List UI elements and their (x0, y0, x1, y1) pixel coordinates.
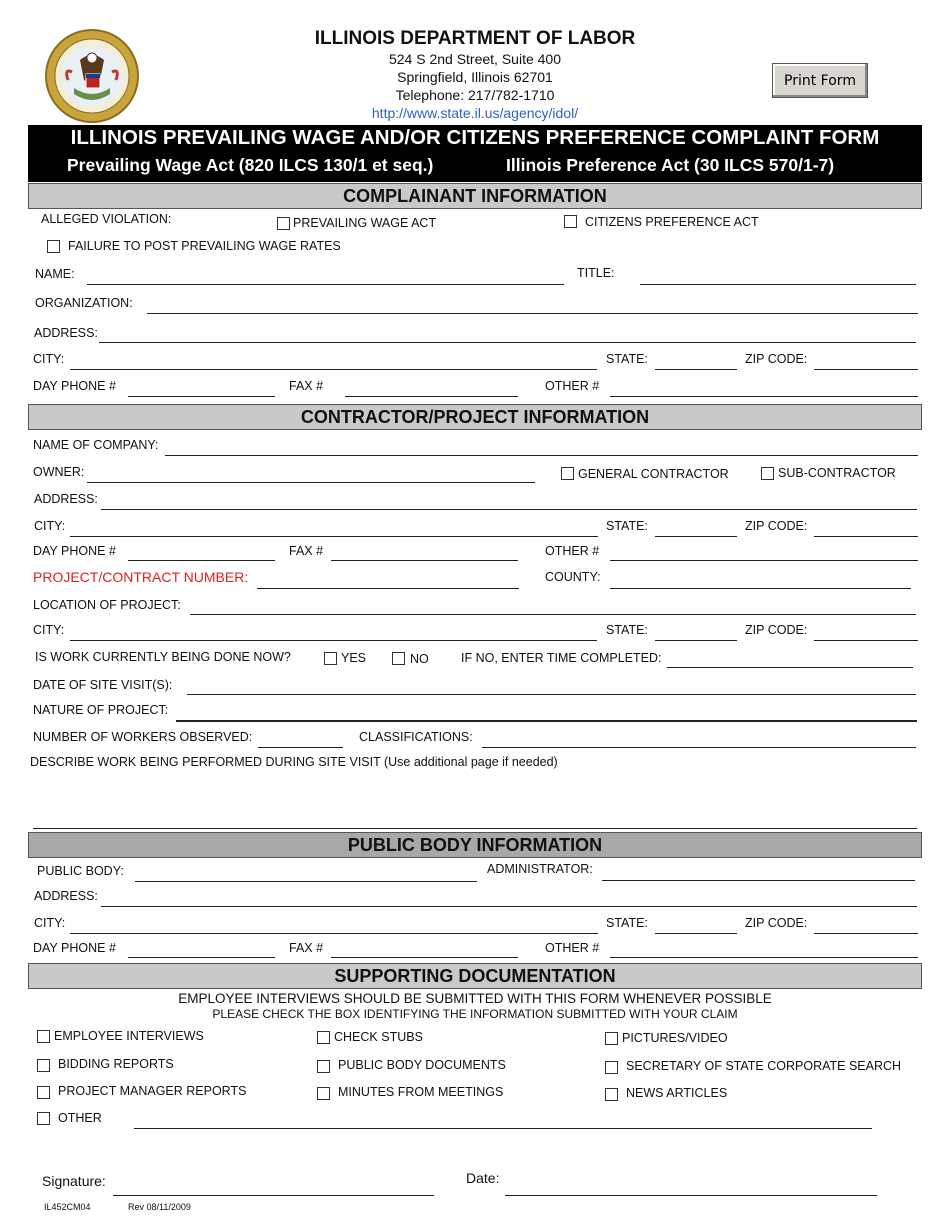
public-body-other-phone-field[interactable] (610, 957, 918, 958)
form-revision: Rev 08/11/2009 (128, 1202, 191, 1212)
administrator-label: ADMINISTRATOR: (487, 862, 593, 876)
check-stubs-label: CHECK STUBS (334, 1030, 423, 1044)
signature-field[interactable] (113, 1195, 434, 1196)
owner-field[interactable] (87, 482, 535, 483)
contractor-other-phone-field[interactable] (610, 560, 918, 561)
complainant-city-label: CITY: (33, 352, 65, 366)
classifications-field[interactable] (482, 747, 916, 748)
complainant-title-field[interactable] (640, 284, 916, 285)
classifications-label: CLASSIFICATIONS: (359, 730, 473, 744)
signature-label: Signature: (42, 1173, 106, 1189)
nature-of-project-field[interactable] (176, 720, 917, 722)
public-body-day-phone-field[interactable] (128, 957, 275, 958)
print-form-button[interactable]: Print Form (772, 63, 868, 98)
organization-label: ORGANIZATION: (35, 296, 133, 310)
organization-field[interactable] (147, 313, 918, 314)
project-manager-reports-checkbox[interactable] (37, 1086, 50, 1099)
workers-observed-label: NUMBER OF WORKERS OBSERVED: (33, 730, 253, 744)
work-now-no-label: NO (410, 652, 429, 666)
public-body-label: PUBLIC BODY: (37, 864, 124, 878)
public-body-documents-checkbox[interactable] (317, 1060, 330, 1073)
complainant-state-label: STATE: (606, 352, 648, 366)
public-body-section-header: PUBLIC BODY INFORMATION (28, 832, 922, 858)
project-zip-field[interactable] (814, 640, 918, 641)
nature-of-project-label: NATURE OF PROJECT: (33, 703, 169, 717)
citizens-preference-act-label: CITIZENS PREFERENCE ACT (585, 215, 759, 229)
public-body-fax-label: FAX # (289, 941, 324, 955)
date-field[interactable] (505, 1195, 877, 1196)
public-body-other-phone-label: OTHER # (545, 941, 600, 955)
complainant-name-label: NAME: (35, 267, 75, 281)
describe-work-label: DESCRIBE WORK BEING PERFORMED DURING SITE VISIT (Use additional page if needed) (30, 755, 558, 769)
public-body-state-field[interactable] (655, 933, 737, 934)
employee-interviews-note: EMPLOYEE INTERVIEWS SHOULD BE SUBMITTED WITH THIS FORM WHENEVER POSSIBLE (178, 991, 772, 1006)
employee-interviews-label: EMPLOYEE INTERVIEWS (54, 1029, 204, 1043)
supporting-documentation-section-header: SUPPORTING DOCUMENTATION (28, 963, 922, 989)
contractor-fax-label: FAX # (289, 544, 324, 558)
public-body-zip-label: ZIP CODE: (745, 916, 808, 930)
project-contract-number-label: PROJECT/CONTRACT NUMBER: (33, 569, 249, 585)
site-visit-date-field[interactable] (187, 694, 916, 695)
general-contractor-checkbox[interactable] (561, 467, 574, 480)
minutes-from-meetings-label: MINUTES FROM MEETINGS (338, 1085, 504, 1099)
work-now-no-checkbox[interactable] (392, 652, 405, 665)
company-name-field[interactable] (165, 455, 918, 456)
department-name: ILLINOIS DEPARTMENT OF LABOR (314, 28, 636, 49)
public-body-zip-field[interactable] (814, 933, 918, 934)
pictures-video-checkbox[interactable] (605, 1032, 618, 1045)
project-city-label: CITY: (33, 623, 65, 637)
public-body-state-label: STATE: (606, 916, 648, 930)
department-address-line2: Springfield, Illinois 62701 (397, 69, 553, 85)
preference-act-citation: Illinois Preference Act (30 ILCS 570/1-7) (506, 155, 835, 175)
failure-to-post-checkbox[interactable] (47, 240, 60, 253)
company-name-label: NAME OF COMPANY: (33, 438, 159, 452)
complainant-zip-field[interactable] (814, 369, 918, 370)
public-body-day-phone-label: DAY PHONE # (33, 941, 116, 955)
prevailing-wage-act-citation: Prevailing Wage Act (820 ILCS 130/1 et seq.) (67, 155, 434, 175)
complainant-day-phone-label: DAY PHONE # (33, 379, 116, 393)
sub-contractor-checkbox[interactable] (761, 467, 774, 480)
complainant-day-phone-field[interactable] (128, 396, 275, 397)
contractor-zip-label: ZIP CODE: (745, 519, 808, 533)
secretary-of-state-search-checkbox[interactable] (605, 1061, 618, 1074)
employee-interviews-checkbox[interactable] (37, 1030, 50, 1043)
project-location-field[interactable] (190, 614, 916, 615)
check-box-instruction: PLEASE CHECK THE BOX IDENTIFYING THE INFORMATION SUBMITTED WITH YOUR CLAIM (212, 1007, 738, 1021)
failure-to-post-label: FAILURE TO POST PREVAILING WAGE RATES (68, 239, 341, 253)
work-now-yes-checkbox[interactable] (324, 652, 337, 665)
department-phone: Telephone: 217/782-1710 (395, 87, 555, 103)
other-documentation-checkbox[interactable] (37, 1112, 50, 1125)
project-state-field[interactable] (655, 640, 737, 641)
complainant-address-label: ADDRESS: (34, 326, 98, 340)
work-now-yes-label: YES (341, 651, 367, 665)
contractor-section-header: CONTRACTOR/PROJECT INFORMATION (28, 404, 922, 430)
contractor-city-field[interactable] (70, 536, 598, 537)
bidding-reports-checkbox[interactable] (37, 1059, 50, 1072)
other-documentation-label: OTHER (58, 1111, 102, 1125)
complainant-address-field[interactable] (99, 342, 916, 343)
complainant-city-field[interactable] (70, 369, 597, 370)
complainant-fax-label: FAX # (289, 379, 324, 393)
time-completed-label: IF NO, ENTER TIME COMPLETED: (461, 651, 662, 665)
contractor-day-phone-label: DAY PHONE # (33, 544, 116, 558)
workers-observed-field[interactable] (258, 747, 343, 748)
news-articles-checkbox[interactable] (605, 1088, 618, 1101)
project-state-label: STATE: (606, 623, 648, 637)
department-address-line1: 524 S 2nd Street, Suite 400 (388, 51, 561, 67)
contractor-state-label: STATE: (606, 519, 648, 533)
work-currently-label: IS WORK CURRENTLY BEING DONE NOW? (35, 650, 291, 664)
pictures-video-label: PICTURES/VIDEO (622, 1031, 728, 1045)
prevailing-wage-act-checkbox[interactable] (277, 217, 290, 230)
contractor-zip-field[interactable] (814, 536, 918, 537)
state-seal (44, 28, 140, 124)
alleged-violation-label: ALLEGED VIOLATION: (41, 212, 172, 226)
time-completed-field[interactable] (667, 667, 913, 668)
date-label: Date: (466, 1170, 500, 1186)
contractor-day-phone-field[interactable] (128, 560, 275, 561)
public-body-address-label: ADDRESS: (34, 889, 98, 903)
owner-label: OWNER: (33, 465, 85, 479)
minutes-from-meetings-checkbox[interactable] (317, 1087, 330, 1100)
news-articles-label: NEWS ARTICLES (626, 1086, 728, 1100)
public-body-documents-label: PUBLIC BODY DOCUMENTS (338, 1058, 506, 1072)
form-id: IL452CM04 (44, 1202, 91, 1212)
public-body-address-field[interactable] (101, 906, 917, 907)
project-city-field[interactable] (70, 640, 597, 641)
other-documentation-field[interactable] (134, 1128, 872, 1129)
prevailing-wage-act-label: PREVAILING WAGE ACT (293, 216, 437, 230)
contractor-address-field[interactable] (101, 509, 917, 510)
general-contractor-label: GENERAL CONTRACTOR (578, 467, 729, 481)
project-zip-label: ZIP CODE: (745, 623, 808, 637)
describe-work-textarea[interactable] (30, 772, 918, 826)
contractor-fax-field[interactable] (331, 560, 518, 561)
complainant-state-field[interactable] (655, 369, 737, 370)
contractor-state-field[interactable] (655, 536, 737, 537)
public-body-fax-field[interactable] (331, 957, 518, 958)
citizens-preference-act-checkbox[interactable] (564, 215, 577, 228)
department-url[interactable]: http://www.state.il.us/agency/idol/ (371, 105, 579, 121)
complainant-section-header: COMPLAINANT INFORMATION (28, 183, 922, 209)
site-visit-date-label: DATE OF SITE VISIT(S): (33, 678, 173, 692)
project-location-label: LOCATION OF PROJECT: (33, 598, 181, 612)
contractor-address-label: ADDRESS: (34, 492, 98, 506)
complainant-name-field[interactable] (87, 284, 564, 285)
complainant-fax-field[interactable] (345, 396, 518, 397)
contractor-city-label: CITY: (34, 519, 66, 533)
administrator-field[interactable] (602, 880, 915, 881)
public-body-city-field[interactable] (70, 933, 598, 934)
project-contract-number-field[interactable] (257, 588, 519, 589)
sub-contractor-label: SUB-CONTRACTOR (778, 466, 896, 480)
bidding-reports-label: BIDDING REPORTS (58, 1057, 174, 1071)
complainant-zip-label: ZIP CODE: (745, 352, 808, 366)
complainant-other-phone-field[interactable] (610, 396, 918, 397)
check-stubs-checkbox[interactable] (317, 1031, 330, 1044)
secretary-of-state-search-label: SECRETARY OF STATE CORPORATE SEARCH (626, 1059, 902, 1073)
form-title: ILLINOIS PREVAILING WAGE AND/OR CITIZENS PREFERENCE COMPLAINT FORM (70, 126, 880, 149)
complainant-title-label: TITLE: (577, 266, 615, 280)
public-body-field[interactable] (135, 881, 477, 882)
complainant-other-phone-label: OTHER # (545, 379, 600, 393)
county-label: COUNTY: (545, 570, 601, 584)
public-body-city-label: CITY: (34, 916, 66, 930)
project-manager-reports-label: PROJECT MANAGER REPORTS (58, 1084, 247, 1098)
describe-work-bottom-line (33, 828, 917, 829)
county-field[interactable] (610, 588, 911, 589)
contractor-other-phone-label: OTHER # (545, 544, 600, 558)
